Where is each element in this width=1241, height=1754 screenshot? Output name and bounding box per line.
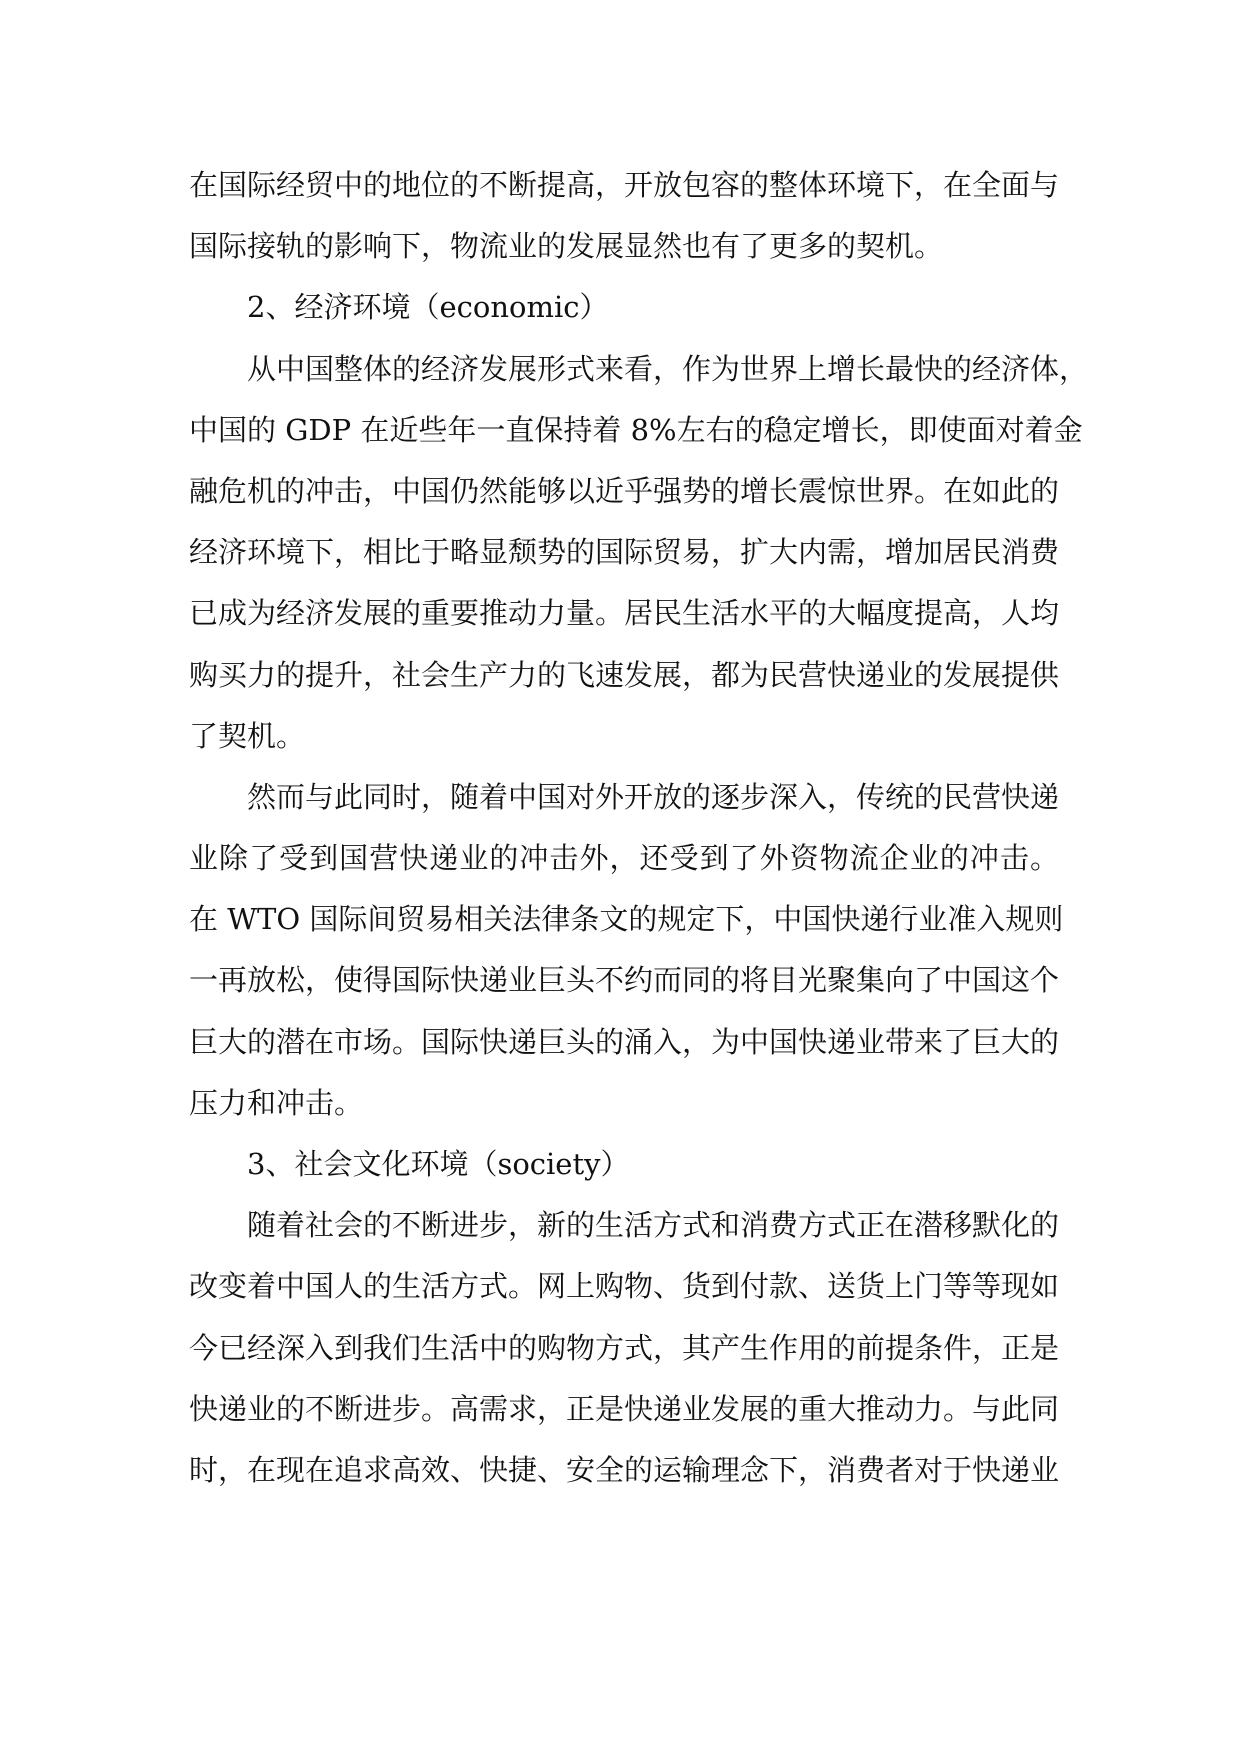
paragraph-line: 巨大的潜在市场。国际快递巨头的涌入，为中国快递业带来了巨大的 [189, 1024, 1060, 1059]
paragraph-line: 经济环境下，相比于略显颓势的国际贸易，扩大内需，增加居民消费 [189, 535, 1060, 570]
section-heading-economic: 2、经济环境（economic） [247, 290, 609, 325]
paragraph-line: 压力和冲击。 [189, 1085, 364, 1120]
paragraph-line: 国际接轨的影响下，物流业的发展显然也有了更多的契机。 [189, 229, 944, 264]
document-body [189, 155, 1089, 1501]
paragraph-line: 融危机的冲击，中国仍然能够以近乎强势的增长震惊世界。在如此的 [189, 473, 1060, 508]
paragraph-line: 一再放松，使得国际快递业巨头不约而同的将目光聚集向了中国这个 [189, 963, 1060, 998]
paragraph-line: 改变着中国人的生活方式。网上购物、货到付款、送货上门等等现如 [189, 1269, 1060, 1304]
paragraph-line: 中国的 GDP 在近些年一直保持着 8%左右的稳定增长，即使面对着金 [189, 412, 1083, 447]
paragraph-line: 购买力的提升，社会生产力的飞速发展，都为民营快递业的发展提供 [189, 657, 1060, 692]
paragraph-line: 随着社会的不断进步，新的生活方式和消费方式正在潜移默化的 [247, 1208, 1060, 1243]
paragraph-line: 在 WTO 国际间贸易相关法律条文的规定下，中国快递行业准入规则 [189, 902, 1064, 937]
paragraph-line: 从中国整体的经济发展形式来看，作为世界上增长最快的经济体， [247, 351, 1089, 386]
paragraph-line: 业除了受到国营快递业的冲击外，还受到了外资物流企业的冲击。 [189, 841, 1059, 876]
paragraph-line: 时，在现在追求高效、快捷、安全的运输理念下，消费者对于快递业 [189, 1452, 1060, 1487]
paragraph-line: 已成为经济发展的重要推动力量。居民生活水平的大幅度提高，人均 [189, 596, 1060, 631]
paragraph-line: 快递业的不断进步。高需求，正是快递业发展的重大推动力。与此同 [189, 1391, 1060, 1426]
paragraph-line: 今已经深入到我们生活中的购物方式，其产生作用的前提条件，正是 [189, 1330, 1060, 1365]
section-heading-society: 3、社会文化环境（society） [247, 1147, 630, 1181]
paragraph-line: 了契机。 [189, 718, 306, 753]
paragraph-line: 然而与此同时，随着中国对外开放的逐步深入，传统的民营快递 [247, 779, 1060, 814]
paragraph-line: 在国际经贸中的地位的不断提高，开放包容的整体环境下，在全面与 [189, 168, 1060, 202]
